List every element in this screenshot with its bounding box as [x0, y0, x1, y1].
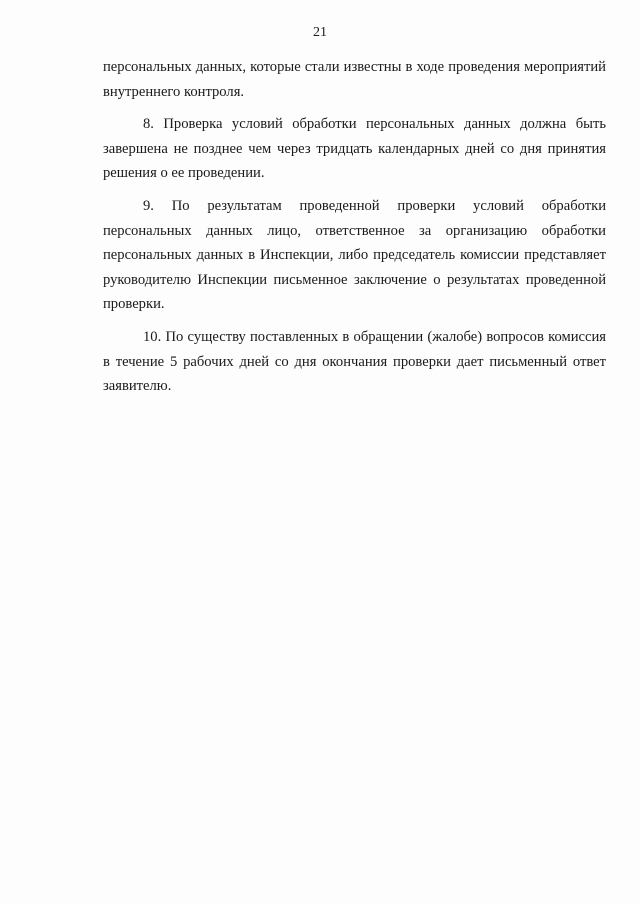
paragraph-item-10: 10. По существу поставленных в обращении (жалобе) вопросов комиссия в течение 5 рабочих дней со дня окончания проверки дает письменный ответ заявителю.	[103, 328, 606, 395]
document-body	[103, 55, 606, 407]
paragraph-item-9: 9. По результатам проведенной проверки условий обработки персональных данных лицо, ответственное за организацию обработки персональных данных в Инспекции, либо председатель комиссии представляет руководителю Инспекции письменное заключение о результатах проведенной проверки.	[103, 197, 606, 313]
page-number: 21	[313, 25, 327, 40]
paragraph-item-8: 8. Проверка условий обработки персональных данных должна быть завершена не позднее чем через тридцать календарных дней со дня принятия решения о ее проведении.	[103, 116, 606, 182]
paragraph-continuation: персональных данных, которые стали известны в ходе проведения мероприятий внутреннего контроля.	[103, 59, 606, 100]
